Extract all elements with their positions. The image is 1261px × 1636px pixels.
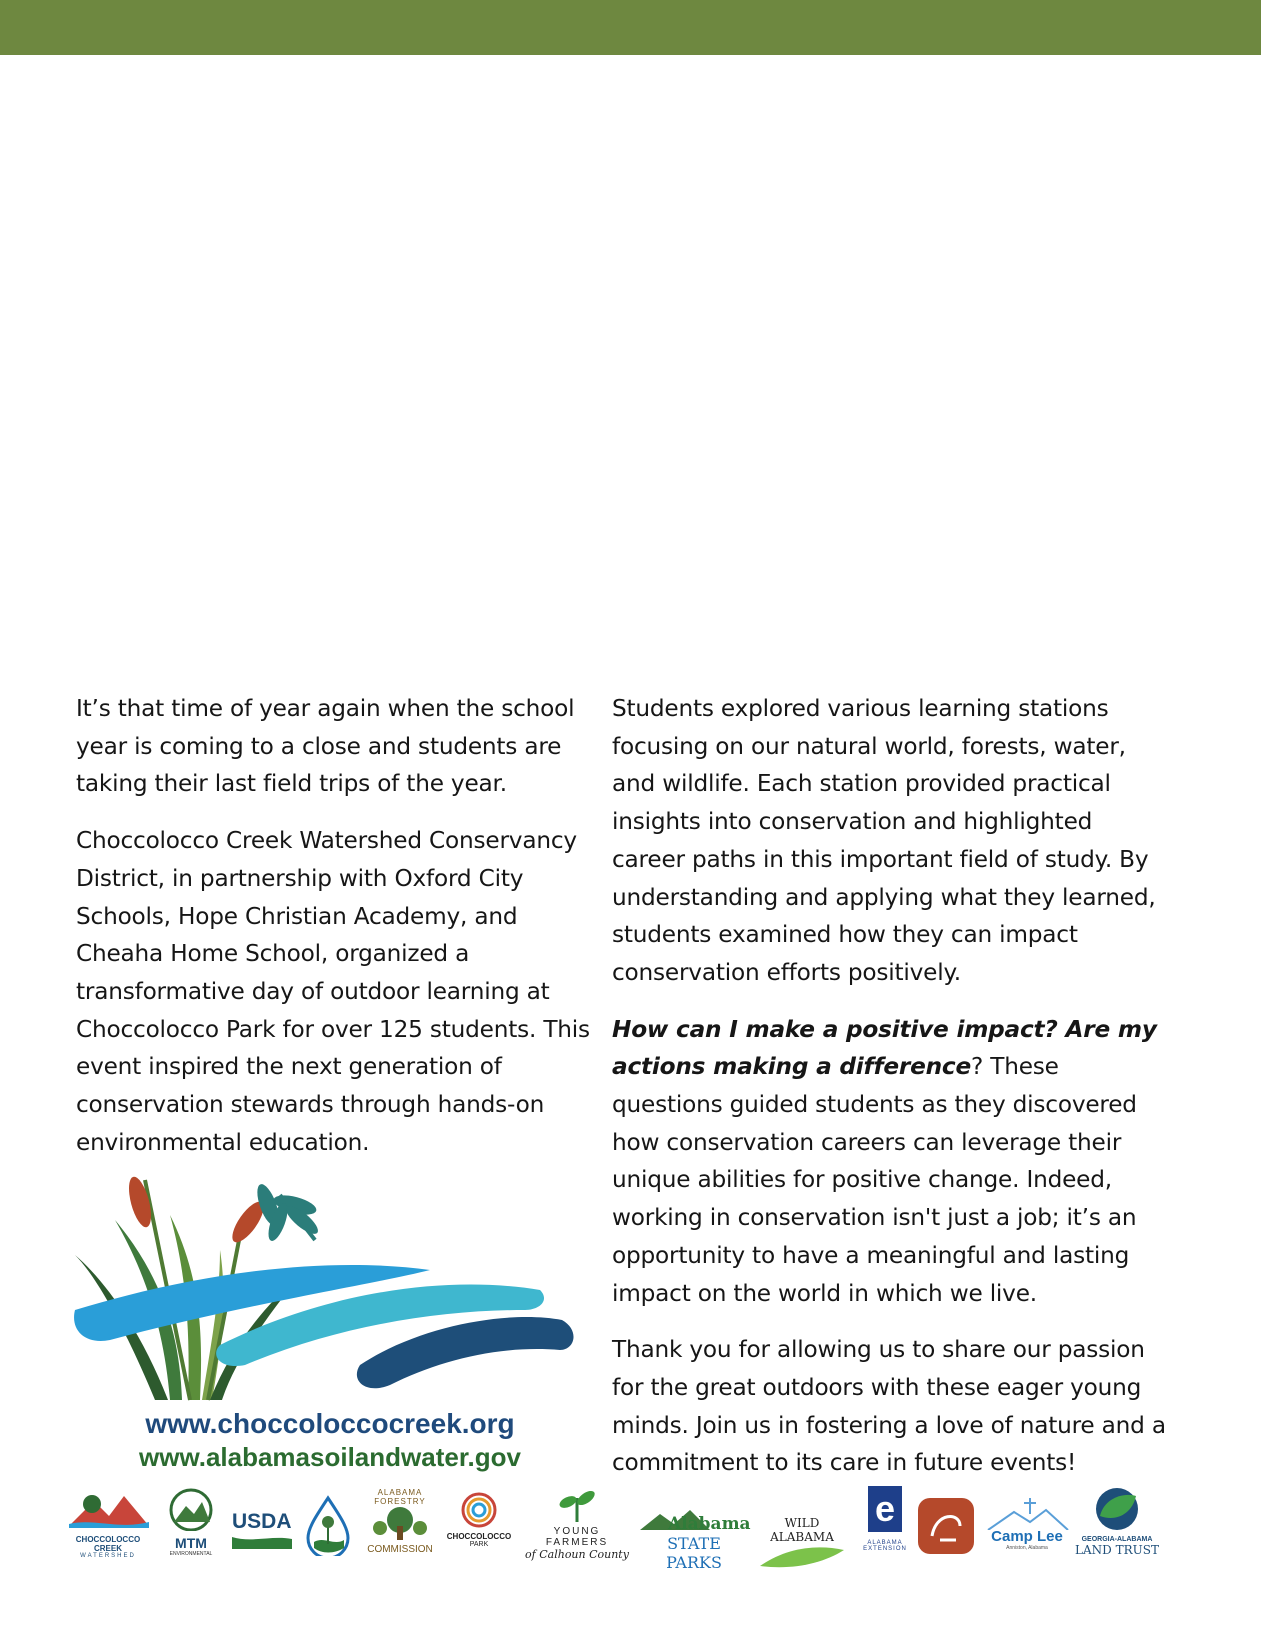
state-parks-logo (640, 1486, 751, 1572)
park-sub: PARK (469, 1541, 489, 1548)
state-parks-name: Alabama (668, 1514, 751, 1534)
forestry-name: ALABAMA FORESTRY (374, 1488, 426, 1506)
wild-alabama-logo (756, 1486, 848, 1564)
forestry-sub: COMMISSION (367, 1544, 433, 1555)
website-link-soil-water[interactable]: www.alabamasoilandwater.gov (139, 1442, 521, 1472)
state-parks-sub: STATE PARKS (666, 1534, 722, 1572)
choccolocco-creek-name: CHOCCOLOCCO CREEK (75, 1535, 141, 1553)
choccolocco-creek-logo (64, 1486, 152, 1564)
soil-water-badge-icon (916, 1496, 976, 1556)
park-rings-icon (442, 1486, 516, 1528)
park-name: CHOCCOLOCCO (446, 1532, 512, 1541)
choccolocco-park-logo (442, 1486, 516, 1564)
header-bar (0, 0, 1261, 55)
land-trust-sub: LAND TRUST (1075, 1543, 1159, 1557)
land-trust-leaf-icon (1074, 1486, 1160, 1532)
sprout-icon (522, 1486, 632, 1522)
choccolocco-creek-sub: WATERSHED (80, 1553, 136, 1559)
alabama-extension-logo (860, 1486, 910, 1564)
usda-name: USDA (232, 1510, 292, 1533)
thank-you-paragraph: Thank you for allowing us to share our passion for the great outdoors with these eager young minds. Join us in fostering a love of nature and a commitment to its care in future events! (612, 1336, 1166, 1477)
wild-alabama-name: WILD ALABAMA (770, 1516, 834, 1544)
mtm-name: MTM (175, 1535, 207, 1551)
tree-icon (360, 1506, 440, 1540)
young-farmers-sub: of Calhoun County (525, 1548, 629, 1561)
questions-text: ? These questions guided students as they discovered how conservation careers can leverage their unique abilities for positive change. Indeed, working in conservation isn't just a job; it’s an opportunity to have a meaningful and lasting impact on the world in which we live. (612, 1053, 1137, 1307)
extension-e-mark: e (868, 1486, 902, 1532)
land-trust-logo (1074, 1486, 1160, 1564)
forestry-commission-logo (360, 1486, 440, 1564)
camp-lee-logo (984, 1486, 1070, 1564)
sponsor-logos (64, 1486, 1164, 1572)
watershed-logo-art (70, 1160, 590, 1405)
soil-water-badge-logo (916, 1486, 976, 1564)
mtm-sub: ENVIRONMENTAL (169, 1551, 213, 1557)
dragonfly-icon (253, 1182, 322, 1244)
intro-paragraph: It’s that time of year again when the school year is coming to a close and students are taking their last field trips of the year. (76, 695, 575, 798)
usda-field-icon (232, 1535, 292, 1549)
leaf-icon (756, 1544, 848, 1570)
extension-sub: EXTENSION (863, 1546, 907, 1552)
guiding-question: How can I make a positive impact? Are my actions making a difference (612, 1015, 1157, 1081)
water-drop-icon (304, 1486, 352, 1556)
right-column (612, 690, 1172, 1501)
land-trust-name: GEORGIA-ALABAMA (1081, 1536, 1153, 1543)
young-farmers-logo (522, 1486, 632, 1564)
left-column (76, 690, 596, 1180)
usda-logo (232, 1486, 294, 1564)
extension-name: ALABAMA (867, 1540, 903, 1546)
mtm-mountain-icon (162, 1486, 220, 1531)
watershed-mountain-icon (64, 1486, 152, 1531)
partnership-paragraph: Choccolocco Creek Watershed Conservancy District, in partnership with Oxford City Schools, Hope Christian Academy, and Cheaha Home School, organized a transformative day of outdoor learning at Choccolocco Park for over 125 students. This event inspired the next generation of conservation stewards through hands-on environmental education. (76, 827, 590, 1156)
stations-paragraph: Students explored various learning stations focusing on our natural world, forests, water, and wildlife. Each station provided practical insights into conservation and highlighted career paths in this important field of study. By understanding and applying what they learned, students examined how they can impact conservation efforts positively. (612, 695, 1156, 986)
camp-lee-sub: Anniston, Alabama (1006, 1545, 1048, 1551)
questions-paragraph (612, 1011, 1172, 1313)
website-link-choccolocco[interactable]: www.choccoloccocreek.org (145, 1408, 515, 1439)
young-farmers-name: YOUNG FARMERS (545, 1526, 609, 1548)
mtm-logo (162, 1486, 220, 1564)
camp-lee-name: Camp Lee (991, 1528, 1063, 1545)
cross-mountain-icon (984, 1496, 1070, 1530)
water-drop-logo (304, 1486, 352, 1564)
